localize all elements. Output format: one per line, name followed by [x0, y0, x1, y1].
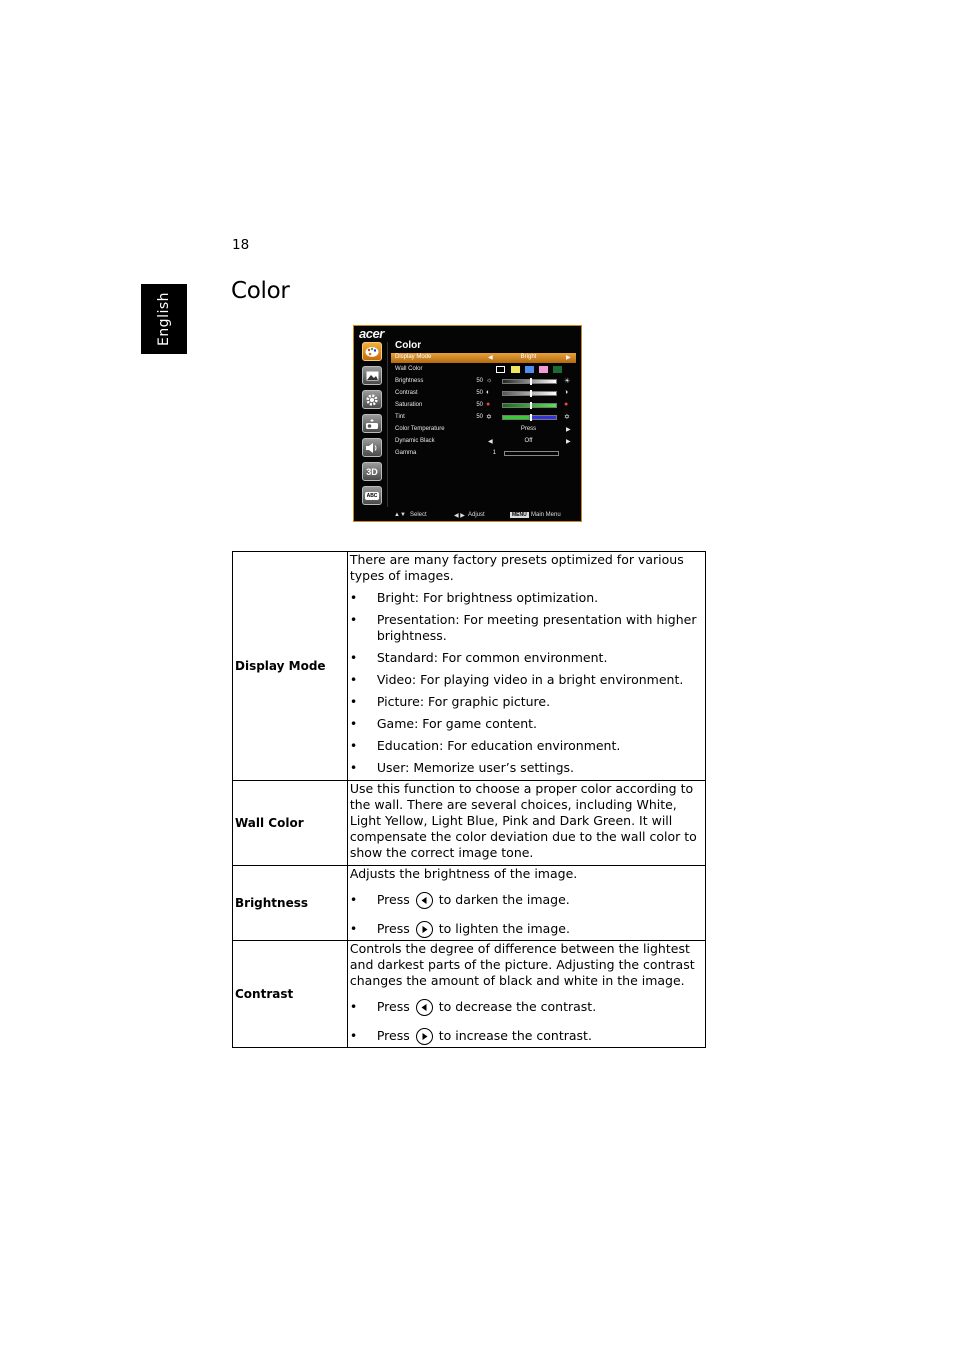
- wall-color-swatch[interactable]: [525, 366, 534, 373]
- term-contrast: Contrast: [233, 941, 348, 1048]
- projector-icon: [362, 414, 382, 433]
- list-item: [350, 918, 703, 940]
- term-display-mode: Display Mode: [233, 552, 348, 781]
- action-text: to decrease the contrast.: [438, 999, 597, 1014]
- osd-row-contrast[interactable]: [391, 389, 576, 399]
- right-arrow-icon: ▶: [566, 355, 571, 361]
- osd-row-value: 50: [476, 378, 483, 384]
- osd-row-label: Wall Color: [395, 366, 423, 372]
- definition-brightness: [347, 866, 705, 941]
- brightness-intro: Adjusts the brightness of the image.: [349, 866, 578, 881]
- left-button-icon: [416, 892, 433, 909]
- osd-row-label: Gamma: [395, 450, 417, 456]
- display-mode-intro: There are many factory presets optimized for various types of images.: [349, 552, 684, 583]
- list-item: • Picture: For graphic picture.: [350, 694, 703, 710]
- saturation-low-icon: ●: [486, 401, 491, 408]
- color-settings-table: [232, 551, 706, 1048]
- menu-key-icon: MENU: [512, 512, 527, 518]
- tint-icon: ✡: [564, 414, 570, 421]
- osd-menu-title: Color: [395, 340, 422, 351]
- page-title: Color: [231, 278, 290, 304]
- wall-color-swatch[interactable]: [539, 366, 548, 373]
- display-mode-list: [350, 590, 703, 776]
- left-arrow-icon: ◀: [488, 355, 493, 361]
- list-item: • Standard: For common environment.: [350, 650, 703, 666]
- osd-row-label: Dynamic Black: [395, 438, 435, 444]
- osd-row-display-mode[interactable]: [391, 353, 576, 363]
- definition-contrast: [347, 941, 705, 1048]
- right-arrow-icon: ▶: [566, 427, 571, 433]
- action-text: to increase the contrast.: [438, 1028, 592, 1043]
- saturation-high-icon: ●: [564, 401, 569, 408]
- osd-row-label: Tint: [395, 414, 405, 420]
- abc-icon: [362, 486, 382, 505]
- action-text: to lighten the image.: [438, 921, 570, 936]
- osd-row-gamma[interactable]: [391, 449, 576, 459]
- term-brightness: Brightness: [233, 866, 348, 941]
- osd-row-label: Contrast: [395, 390, 418, 396]
- osd-row-value: 1: [492, 450, 496, 456]
- page-number: 18: [232, 237, 250, 253]
- sun-bright-icon: ☀: [564, 378, 571, 385]
- press-label: Press: [376, 892, 410, 907]
- list-item: • Presentation: For meeting presentation with higher brightness.: [350, 612, 703, 644]
- gamma-slider[interactable]: [504, 451, 559, 456]
- osd-row-wall-color[interactable]: [391, 365, 576, 375]
- sun-dim-icon: ☼: [486, 377, 493, 384]
- wall-color-swatch[interactable]: [553, 366, 562, 373]
- table-row: [233, 941, 706, 1048]
- wall-color-swatch[interactable]: [511, 366, 520, 373]
- language-tab-label: English: [156, 291, 172, 347]
- list-item: [350, 1025, 703, 1047]
- image-icon: [362, 366, 382, 385]
- palette-icon: [362, 342, 382, 361]
- osd-row-label: Saturation: [395, 402, 423, 408]
- left-right-arrow-icon: ◀ ▶: [454, 513, 465, 519]
- left-arrow-icon: ◀: [488, 439, 493, 445]
- abc-icon-label: ABC: [366, 492, 378, 499]
- tint-slider[interactable]: [502, 415, 557, 420]
- osd-row-color-temperature[interactable]: [391, 425, 576, 435]
- table-row: [233, 866, 706, 941]
- action-text: to darken the image.: [438, 892, 570, 907]
- osd-row-value: Bright: [520, 354, 537, 360]
- list-item: • User: Memorize user’s settings.: [350, 760, 703, 776]
- language-tab: [141, 284, 187, 354]
- wall-color-text: Use this function to choose a proper color according to the wall. There are several choices, including White, Light Yellow, Light Blue, Pink and Dark Green. It will compensate the color deviation due to the wall color to show the correct image tone.: [349, 781, 697, 860]
- press-label: Press: [376, 921, 410, 936]
- list-item: [350, 996, 703, 1018]
- contrast-slider[interactable]: [502, 391, 557, 396]
- saturation-slider[interactable]: [502, 403, 557, 408]
- osd-row-value: Press: [520, 426, 537, 432]
- gear-icon: [362, 390, 382, 409]
- wall-color-swatch-off[interactable]: [496, 366, 505, 373]
- term-wall-color: Wall Color: [233, 781, 348, 866]
- right-button-icon: [416, 1028, 433, 1045]
- osd-row-value: 50: [476, 390, 483, 396]
- osd-row-dynamic-black[interactable]: [391, 437, 576, 447]
- right-button-icon: [416, 921, 433, 938]
- up-down-arrow-icon: ▲▼: [394, 512, 406, 518]
- left-button-icon: [416, 999, 433, 1016]
- list-item: • Education: For education environment.: [350, 738, 703, 754]
- footer-main-menu: Main Menu: [531, 512, 561, 518]
- footer-select: Select: [410, 512, 427, 518]
- contrast-icon: ◐: [486, 389, 491, 396]
- osd-row-value: 50: [476, 414, 483, 420]
- osd-row-label: Color Temperature: [395, 426, 445, 432]
- contrast-intro: Controls the degree of difference between the lightest and darkest parts of the picture. Adjusting the contrast changes the amount of black and white in the image.: [349, 941, 695, 988]
- osd-icon-bar: [360, 342, 384, 510]
- press-label: Press: [376, 999, 410, 1014]
- osd-row-label: Brightness: [395, 378, 424, 384]
- definition-wall-color: [347, 781, 705, 866]
- table-row: [233, 552, 706, 781]
- osd-row-tint[interactable]: [391, 413, 576, 423]
- osd-row-value: Off: [524, 438, 533, 444]
- osd-row-label: Display Mode: [395, 354, 432, 360]
- osd-row-brightness[interactable]: [391, 377, 576, 387]
- acer-logo: acer: [359, 326, 384, 341]
- list-item: • Video: For playing video in a bright environment.: [350, 672, 703, 688]
- brightness-list: [350, 889, 703, 940]
- contrast-list: [350, 996, 703, 1047]
- speaker-icon: [362, 438, 382, 457]
- definition-display-mode: [347, 552, 705, 781]
- list-item: • Game: For game content.: [350, 716, 703, 732]
- tint-icon: ✡: [486, 414, 492, 421]
- 3d-icon: 3D: [362, 462, 382, 481]
- list-item: • Bright: For brightness optimization.: [350, 590, 703, 606]
- press-label: Press: [376, 1028, 410, 1043]
- contrast-icon: ◑: [564, 389, 569, 396]
- osd-menu-screenshot: [353, 325, 582, 522]
- brightness-slider[interactable]: [502, 379, 557, 384]
- osd-row-saturation[interactable]: [391, 401, 576, 411]
- osd-row-value: 50: [476, 402, 483, 408]
- osd-divider: [387, 342, 388, 507]
- list-item: [350, 889, 703, 911]
- footer-adjust: Adjust: [468, 512, 485, 518]
- right-arrow-icon: ▶: [566, 439, 571, 445]
- table-row: [233, 781, 706, 866]
